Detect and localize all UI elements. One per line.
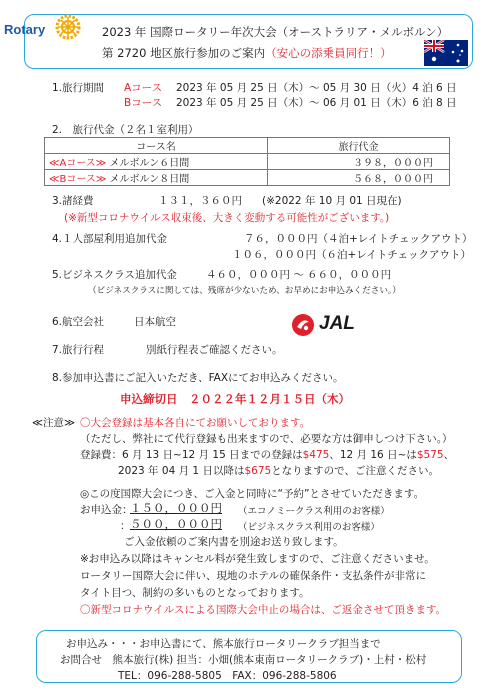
note-cancel: ※お申込み以降はキャンセル料が発生致しますので、ご注意くださいませ。 (80, 553, 435, 565)
reg-text: 登録費：6 月 13 日~12 月 15 日までの登録は (80, 449, 303, 461)
period-label: 1.旅行期間 (52, 82, 105, 94)
period-a-dates: 2023 年 05 月 25 日（木）～ 05 月 30 日（火）4 泊 6 日 (176, 82, 457, 94)
deposit-economy-note: （エコノミークラス利用のお客様） (238, 506, 390, 517)
itinerary-text: 別紙行程表ご確認ください。 (146, 344, 283, 356)
deposit-business-note: （ビジネスクラス利用のお客様） (238, 522, 380, 533)
reg-text: 、 (443, 449, 455, 461)
reg-fee-475: $475 (302, 449, 330, 461)
reg-text: 2023 年 04 月 1 日以降は (118, 465, 245, 477)
jal-logo-text: JAL (319, 313, 355, 334)
fees-asof: (※2022 年 10 月 01 日現在) (262, 195, 402, 207)
business-range: ４６０，０００円 ～ ６６０，０００円 (206, 269, 392, 281)
reg-fee-575: $575 (416, 449, 444, 461)
header-subtitle (102, 45, 392, 61)
col-price: 旅行代金 (268, 138, 450, 154)
price-label: 2. 旅行代金（２名１室利用） (52, 124, 199, 136)
note-proxy: （ただし、弊社にて代行登録も出来ますので、必要な方は御申しつけ下さい。） (80, 433, 453, 445)
single-a: ７６，０００円（４泊+レイトチェックアウト） (244, 233, 473, 245)
note-reg-fee-1 (80, 447, 454, 462)
notes-label: ≪注意≫ (32, 417, 75, 429)
footer-apply: お申込み・・・お申込書にて、熊本旅行ロータリークラブ担当まで (66, 638, 381, 650)
footer-contact: お問合せ 熊本旅行(株) 担当：小畑(熊本東南ロータリークラブ)・上村・松村 (60, 654, 427, 666)
apply-label: 8.参加申込書にご記入いただき、FAXにてお申込みください。 (52, 372, 344, 384)
reg-text: となりますので、ご注意ください。 (271, 465, 439, 477)
business-note: （ビジネスクラスに関しては、残席が少ないため、お早めにお申込みください。） (88, 286, 401, 296)
deposit-business: ５００，０００円 (130, 517, 222, 531)
header-subtitle-text: 第 2720 地区旅行参加のご案内 (102, 46, 266, 60)
course-name: メルボルン８日間 (109, 174, 190, 185)
price-cell: ５６８，０００円 (268, 170, 450, 186)
note-deposit-intro: ◎この度国際大会につき、ご入金と同時に“予約”とさせていただきます。 (80, 488, 425, 500)
period-b-dates: 2023 年 05 月 25 日（木）～ 06 月 01 日（木）6 泊 8 日 (176, 97, 457, 109)
australia-flag-icon (424, 40, 468, 66)
fees-note: (※新型コロナウイルス収束後、大きく変動する可能性がございます。) (64, 212, 390, 224)
note-corona-refund: 〇新型コロナウイルスによる国際大会中止の場合は、ご返金させて頂きます。 (80, 604, 447, 616)
header-title: 2023 年 国際ロータリー年次大会（オーストラリア・メルボルン） (102, 25, 449, 39)
course-tag: ≪Bコース≫ (49, 174, 107, 185)
course-cell (45, 170, 268, 186)
period-b-course: Bコース (124, 97, 163, 109)
airline-name: 日本航空 (134, 316, 176, 328)
deposit-business-prefix: ： (120, 520, 131, 532)
header-subtitle-note: （安心の添乗員同行！） (265, 46, 392, 60)
deadline: 申込締切日 ２０２２年１２月１５日（木） (120, 392, 350, 406)
note-condition-2: タイト目つ、制約の多いものとなっております。 (80, 587, 310, 599)
jal-crane-icon (291, 313, 315, 337)
course-name: メルボルン６日間 (109, 158, 190, 169)
reg-fee-675: $675 (244, 465, 272, 477)
course-tag: ≪Aコース≫ (49, 158, 107, 169)
table-row (45, 170, 450, 186)
business-label: 5.ビジネスクラス追加代金 (52, 269, 177, 281)
single-b: １０６，０００円（６泊+レイトチェックアウト） (232, 249, 471, 261)
col-course: コース名 (45, 138, 268, 154)
period-a-course: Aコース (124, 82, 163, 94)
price-table-header (45, 138, 450, 154)
note-condition-1: ロータリー国際大会に伴い、現地のホテルの確保条件・支払条件が非常に (80, 570, 426, 582)
fees-amount: １３１，３６０円 (158, 195, 242, 207)
footer-phone: TEL：096-288-5805 FAX：096-288-5806 (118, 670, 337, 682)
note-reg-fee-2 (118, 463, 439, 478)
deposit-label: お申込金： (80, 504, 133, 516)
reg-text: 、12 月 16 日~は (329, 449, 417, 461)
itinerary-label: 7.旅行行程 (52, 344, 105, 356)
airline-label: 6.航空会社 (52, 316, 105, 328)
fees-label: 3.諸経費 (52, 195, 94, 207)
rotary-wordmark: Rotary (4, 22, 46, 37)
single-label: 4.１人部屋利用追加代金 (52, 233, 168, 245)
deposit-economy: １５０，０００円 (130, 501, 222, 515)
price-cell: ３９８，０００円 (268, 154, 450, 170)
table-row (45, 154, 450, 170)
course-cell (45, 154, 268, 170)
price-table (44, 137, 450, 186)
deposit-send: ご入金依頼のご案内書を別途お送り致します。 (124, 536, 344, 548)
rotary-wheel-icon (55, 14, 81, 40)
note-registration: 〇大会登録は基本各自にてお願いしております。 (80, 417, 311, 429)
